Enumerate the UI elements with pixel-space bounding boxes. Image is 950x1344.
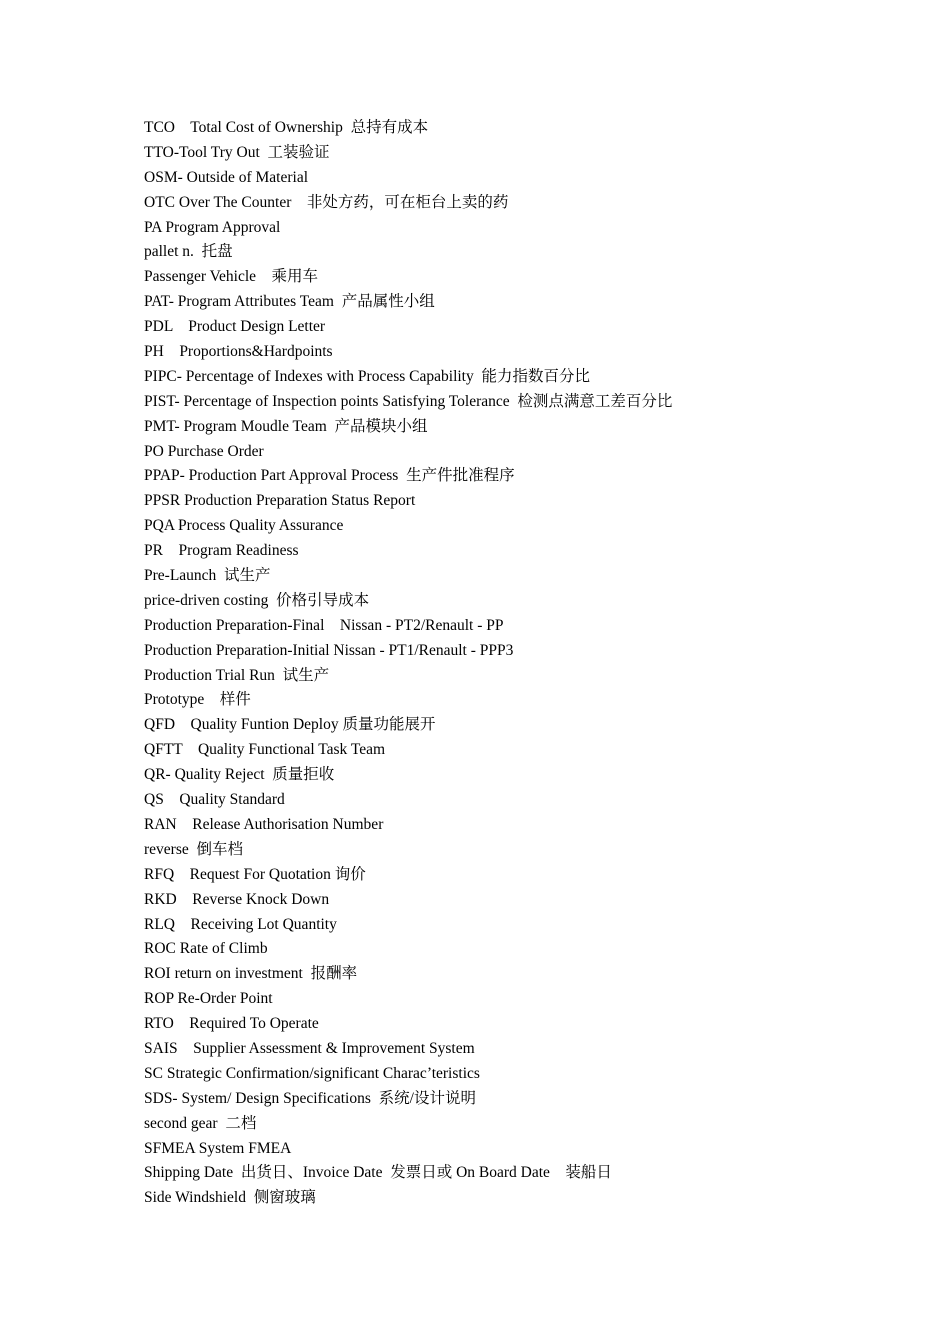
glossary-entry-sds: SDS- System/ Design Specifications 系统/设计说明 (144, 1089, 476, 1107)
glossary-entry-second-gear: second gear 二档 (144, 1114, 257, 1132)
glossary-entry-passenger-vehicle: Passenger Vehicle 乘用车 (144, 268, 319, 286)
glossary-entry-rop: ROP Re-Order Point (144, 990, 273, 1008)
glossary-entry-ran: RAN Release Authorisation Number (144, 815, 384, 833)
glossary-entry-pipc: PIPC- Percentage of Indexes with Process Capability 能力指数百分比 (144, 367, 590, 385)
glossary-entry-production-preparation-initial: Production Preparation-Initial Nissan - PT1/Renault - PPP3 (144, 641, 514, 659)
glossary-entry-roi: ROI return on investment 报酬率 (144, 965, 358, 983)
glossary-entry-osm: OSM- Outside of Material (144, 168, 309, 186)
glossary-entry-pa: PA Program Approval (144, 218, 281, 236)
glossary-entry-sfmea: SFMEA System FMEA (144, 1139, 292, 1157)
glossary-entry-qs: QS Quality Standard (144, 791, 285, 809)
glossary-entry-ph: PH Proportions&Hardpoints (144, 343, 333, 361)
glossary-entry-qfd: QFD Quality Funtion Deploy 质量功能展开 (144, 716, 436, 734)
glossary-entry-pr: PR Program Readiness (144, 542, 299, 560)
glossary-entry-pat: PAT- Program Attributes Team 产品属性小组 (144, 293, 435, 311)
glossary-entry-side-windshield: Side Windshield 侧窗玻璃 (144, 1189, 316, 1207)
glossary-entry-reverse: reverse 倒车档 (144, 840, 243, 858)
glossary-entry-otc: OTC Over The Counter 非处方药，可在柜台上卖的药 (144, 193, 509, 211)
glossary-entry-rlq: RLQ Receiving Lot Quantity (144, 915, 337, 933)
glossary-entry-pqa: PQA Process Quality Assurance (144, 517, 344, 535)
glossary-entry-qftt: QFTT Quality Functional Task Team (144, 741, 386, 759)
glossary-entry-rto: RTO Required To Operate (144, 1015, 319, 1033)
glossary-entry-po: PO Purchase Order (144, 442, 264, 460)
glossary-entry-sc: SC Strategic Confirmation/significant Charac’teristics (144, 1064, 480, 1082)
glossary-entry-shipping-date: Shipping Date 出货日、Invoice Date 发票日或 On Board Date 装船日 (144, 1164, 612, 1182)
glossary-entry-pmt: PMT- Program Moudle Team 产品模块小组 (144, 417, 428, 435)
glossary-entry-roc: ROC Rate of Climb (144, 940, 268, 958)
glossary-entry-ppap: PPAP- Production Part Approval Process 生产件批准程序 (144, 467, 515, 485)
glossary-entry-pdl: PDL Product Design Letter (144, 318, 326, 336)
glossary-entry-pre-launch: Pre-Launch 试生产 (144, 567, 271, 585)
glossary-entry-ppsr: PPSR Production Preparation Status Report (144, 492, 416, 510)
glossary-list (144, 116, 904, 1211)
glossary-entry-pist: PIST- Percentage of Inspection points Satisfying Tolerance 检测点满意工差百分比 (144, 392, 673, 410)
glossary-entry-production-trial-run: Production Trial Run 试生产 (144, 666, 330, 684)
glossary-entry-sais: SAIS Supplier Assessment & Improvement System (144, 1039, 475, 1057)
glossary-entry-price-driven-costing: price-driven costing 价格引导成本 (144, 591, 370, 609)
glossary-entry-tco: TCO Total Cost of Ownership 总持有成本 (144, 119, 429, 136)
glossary-entry-pallet: pallet n. 托盘 (144, 243, 233, 261)
glossary-entry-rfq: RFQ Request For Quotation 询价 (144, 865, 366, 883)
glossary-entry-rkd: RKD Reverse Knock Down (144, 890, 330, 908)
glossary-entry-tto: TTO-Tool Try Out 工装验证 (144, 143, 330, 161)
glossary-entry-qr: QR- Quality Reject 质量拒收 (144, 766, 335, 784)
glossary-entry-prototype: Prototype 样件 (144, 691, 251, 709)
glossary-entry-production-preparation-final: Production Preparation-Final Nissan - PT2/Renault - PP (144, 616, 504, 634)
